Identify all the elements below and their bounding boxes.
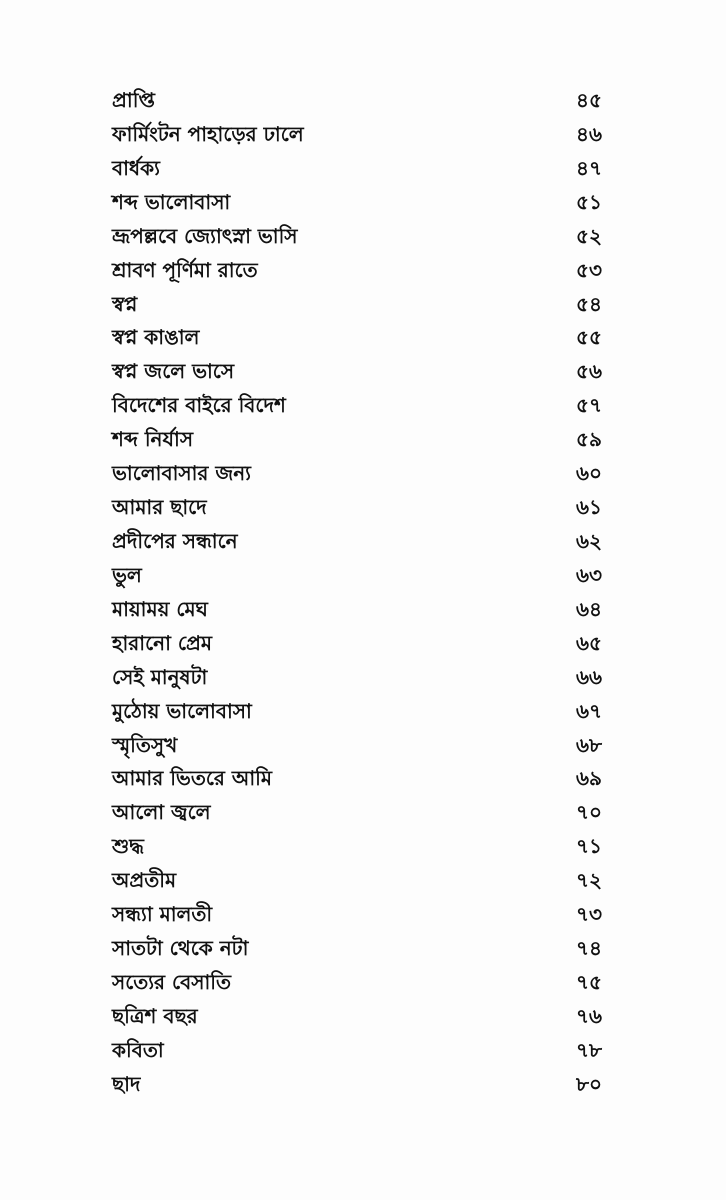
toc-title: প্রাপ্তি (112, 88, 155, 112)
toc-page-number: ৫২ (576, 223, 602, 248)
toc-entry (112, 254, 602, 288)
toc-title: ছত্রিশ বছর (112, 1003, 198, 1028)
table-of-contents (112, 84, 602, 1102)
toc-page-number: ৫৬ (576, 359, 602, 384)
toc-entry (112, 355, 602, 389)
toc-page-number: ৭০ (575, 800, 602, 825)
toc-page-number: ৭৪ (576, 936, 602, 961)
toc-entry (112, 491, 602, 525)
toc-title: ছাদ (112, 1071, 141, 1096)
toc-page-number: ৭২ (575, 868, 602, 893)
toc-page-number: ৬৬ (575, 664, 602, 689)
toc-title: সন্ধ্যা মালতী (112, 902, 213, 927)
toc-page-number: ৪৭ (576, 155, 602, 180)
toc-title: কবিতা (112, 1037, 164, 1062)
toc-title: বিদেশের বাইরে বিদেশ (112, 393, 286, 418)
toc-entry (112, 627, 602, 661)
toc-entry (112, 457, 602, 491)
toc-entry (112, 84, 602, 118)
toc-entry (112, 729, 602, 763)
toc-entry (112, 762, 602, 796)
toc-title: আলো জ্বলে (112, 800, 211, 825)
toc-entry (112, 152, 602, 186)
toc-title: ফার্মিংটন পাহাড়ের ঢালে (112, 121, 304, 146)
toc-page-number: ৫৭ (576, 393, 602, 418)
toc-entry (112, 1034, 602, 1068)
toc-entry (112, 830, 602, 864)
toc-page-number: ৫৪ (576, 291, 602, 316)
toc-page-number: ৭৮ (576, 1037, 602, 1062)
toc-page-number: ৬০ (575, 461, 602, 486)
toc-title: অপ্রতীম (112, 868, 177, 893)
toc-page-number: ৬৫ (576, 630, 602, 655)
toc-entry (112, 966, 602, 1000)
toc-page-number: ৪৫ (576, 88, 602, 112)
toc-title: আমার ছাদে (112, 495, 207, 520)
toc-title: প্রদীপের সন্ধানে (112, 528, 238, 553)
toc-entry (112, 186, 602, 220)
toc-page-number: ৬৩ (575, 562, 602, 587)
toc-page-number: ৫৫ (576, 325, 602, 350)
toc-title: স্বপ্ন কাঙাল (112, 325, 200, 350)
toc-entry (112, 389, 602, 423)
toc-entry (112, 695, 602, 729)
toc-page-number: ৬৮ (576, 732, 602, 757)
toc-page-number: ৪৬ (576, 121, 602, 146)
toc-entry (112, 661, 602, 695)
toc-title: ভালোবাসার জন্য (112, 461, 251, 486)
toc-page-number: ৫৯ (576, 427, 602, 452)
toc-title: শুদ্ধ (112, 834, 144, 859)
toc-title: হারানো প্রেম (112, 630, 212, 655)
toc-entry (112, 932, 602, 966)
toc-title: সেই মানুষটা (112, 664, 208, 689)
toc-title: সাতটা থেকে নটা (112, 936, 249, 961)
toc-title: ভুল (112, 562, 142, 587)
toc-entry (112, 525, 602, 559)
toc-page-number: ৭৬ (575, 1003, 602, 1028)
toc-page-number: ৫১ (576, 189, 602, 214)
toc-title: সত্যের বেসাতি (112, 969, 232, 994)
toc-title: শব্দ নির্যাস (112, 427, 194, 452)
toc-title: ভ্রূপল্লবে জ্যোৎস্না ভাসি (112, 223, 298, 248)
toc-entry (112, 423, 602, 457)
toc-entry (112, 1068, 602, 1102)
toc-entry (112, 1000, 602, 1034)
toc-page-number: ৭৫ (576, 969, 602, 994)
toc-title: আমার ভিতরে আমি (112, 766, 272, 791)
toc-title: মুঠোয় ভালোবাসা (112, 698, 252, 723)
toc-entry (112, 864, 602, 898)
toc-page-number: ৭৩ (575, 902, 602, 927)
toc-page-number: ৬১ (576, 495, 602, 520)
toc-page-number: ৫৩ (576, 257, 602, 282)
toc-entry (112, 321, 602, 355)
toc-entry (112, 220, 602, 254)
toc-title: স্বপ্ন জলে ভাসে (112, 359, 235, 384)
toc-title: স্মৃতিসুখ (112, 732, 178, 757)
toc-page-number: ৬৪ (576, 596, 602, 621)
toc-title: মায়াময় মেঘ (112, 596, 208, 621)
toc-page-number: ৭১ (576, 834, 602, 859)
toc-entry (112, 118, 602, 152)
toc-entry (112, 898, 602, 932)
toc-entry (112, 593, 602, 627)
toc-title: বার্ধক্য (112, 155, 160, 180)
toc-title: শব্দ ভালোবাসা (112, 189, 231, 214)
toc-title: স্বপ্ন (112, 291, 138, 316)
toc-entry (112, 288, 602, 322)
toc-entry (112, 796, 602, 830)
toc-page-number: ৬৭ (575, 698, 602, 723)
toc-entry (112, 559, 602, 593)
toc-page-number: ৮০ (576, 1071, 602, 1096)
toc-page-number: ৬২ (575, 528, 602, 553)
toc-title: শ্রাবণ পূর্ণিমা রাতে (112, 257, 258, 282)
toc-page-number: ৬৯ (576, 766, 602, 791)
